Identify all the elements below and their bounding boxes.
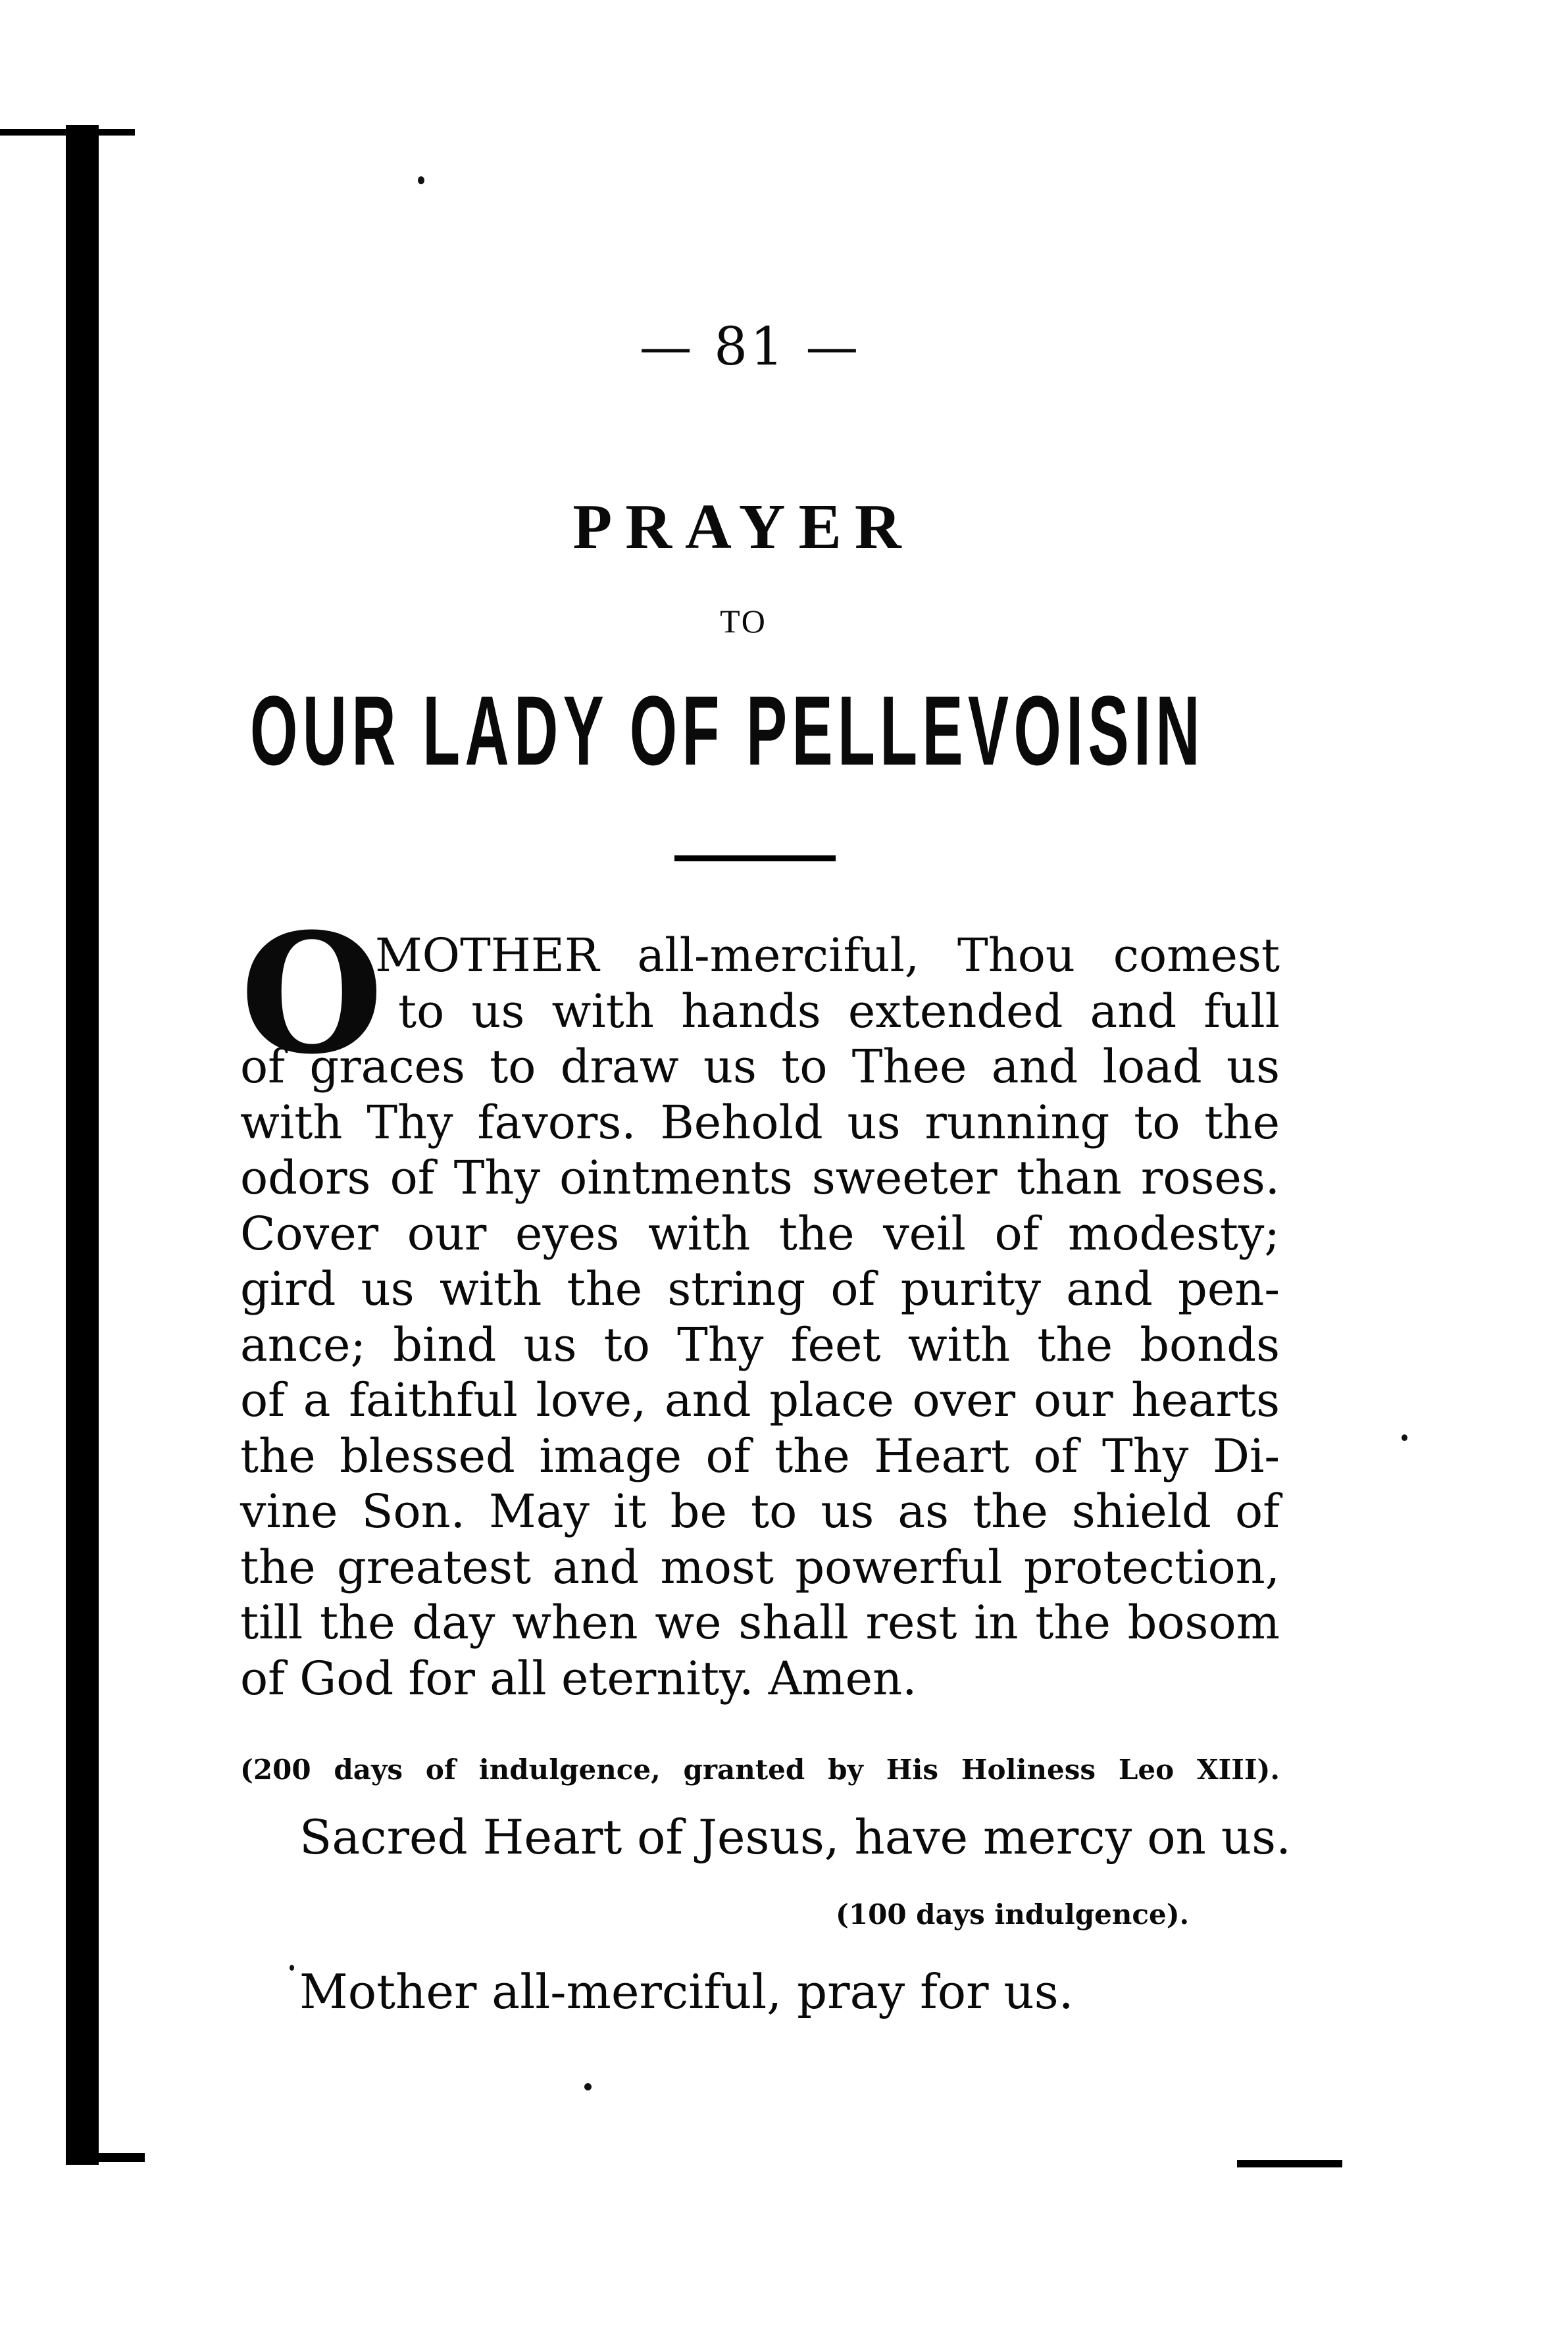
corner-mark	[1237, 2160, 1342, 2167]
indulgence-note: (200 days of indulgence, granted by His Holiness Leo XIII).	[240, 1754, 1280, 1786]
prayer-line: the blessed image of the Heart of Thy Di-	[240, 1428, 1280, 1483]
indulgence-note-short: (100 days indulgence).	[836, 1898, 1190, 1931]
invocation-mother: Mother all-merciful, pray for us.	[299, 1964, 1074, 2019]
prayer-line: with Thy favors. Behold us running to the	[240, 1095, 1280, 1150]
ink-speck	[418, 176, 424, 184]
prayer-line: of a faithful love, and place over our hearts	[240, 1373, 1280, 1427]
prayer-line: MOTHER all-merciful, Thou comest	[375, 928, 1280, 982]
drop-cap: O	[240, 897, 384, 1090]
heading-prayer: PRAYER	[572, 492, 915, 563]
ink-speck	[1402, 1434, 1407, 1441]
binding-edge	[66, 125, 99, 2165]
prayer-line: the greatest and most powerful protection,	[240, 1540, 1280, 1594]
page-title: OUR LADY OF PELLEVOISIN	[250, 675, 1205, 786]
prayer-line: Cover our eyes with the veil of modesty;	[240, 1206, 1280, 1261]
prayer-line: of God for all eternity. Amen.	[240, 1651, 917, 1706]
prayer-line: ance; bind us to Thy feet with the bonds	[240, 1317, 1280, 1372]
prayer-line: to us with hands extended and full	[398, 984, 1280, 1038]
heading-to: TO	[720, 603, 767, 640]
prayer-line: gird us with the string of purity and pen-	[240, 1262, 1280, 1316]
page-number: — 81 —	[639, 316, 861, 377]
prayer-line: odors of Thy ointments sweeter than roses.	[240, 1151, 1280, 1205]
prayer-text	[240, 928, 1280, 1706]
prayer-line: vine Son. May it be to us as the shield of	[240, 1484, 1280, 1538]
ink-speck	[584, 2083, 592, 2090]
prayer-line: of graces to draw us to Thee and load us	[240, 1040, 1280, 1094]
binding-edge-bottom	[66, 2153, 145, 2162]
ink-speck	[290, 1965, 294, 1971]
title-rule	[674, 855, 836, 861]
invocation-sacred-heart: Sacred Heart of Jesus, have mercy on us.	[299, 1809, 1292, 1865]
prayer-line: till the day when we shall rest in the bosom	[240, 1596, 1280, 1650]
